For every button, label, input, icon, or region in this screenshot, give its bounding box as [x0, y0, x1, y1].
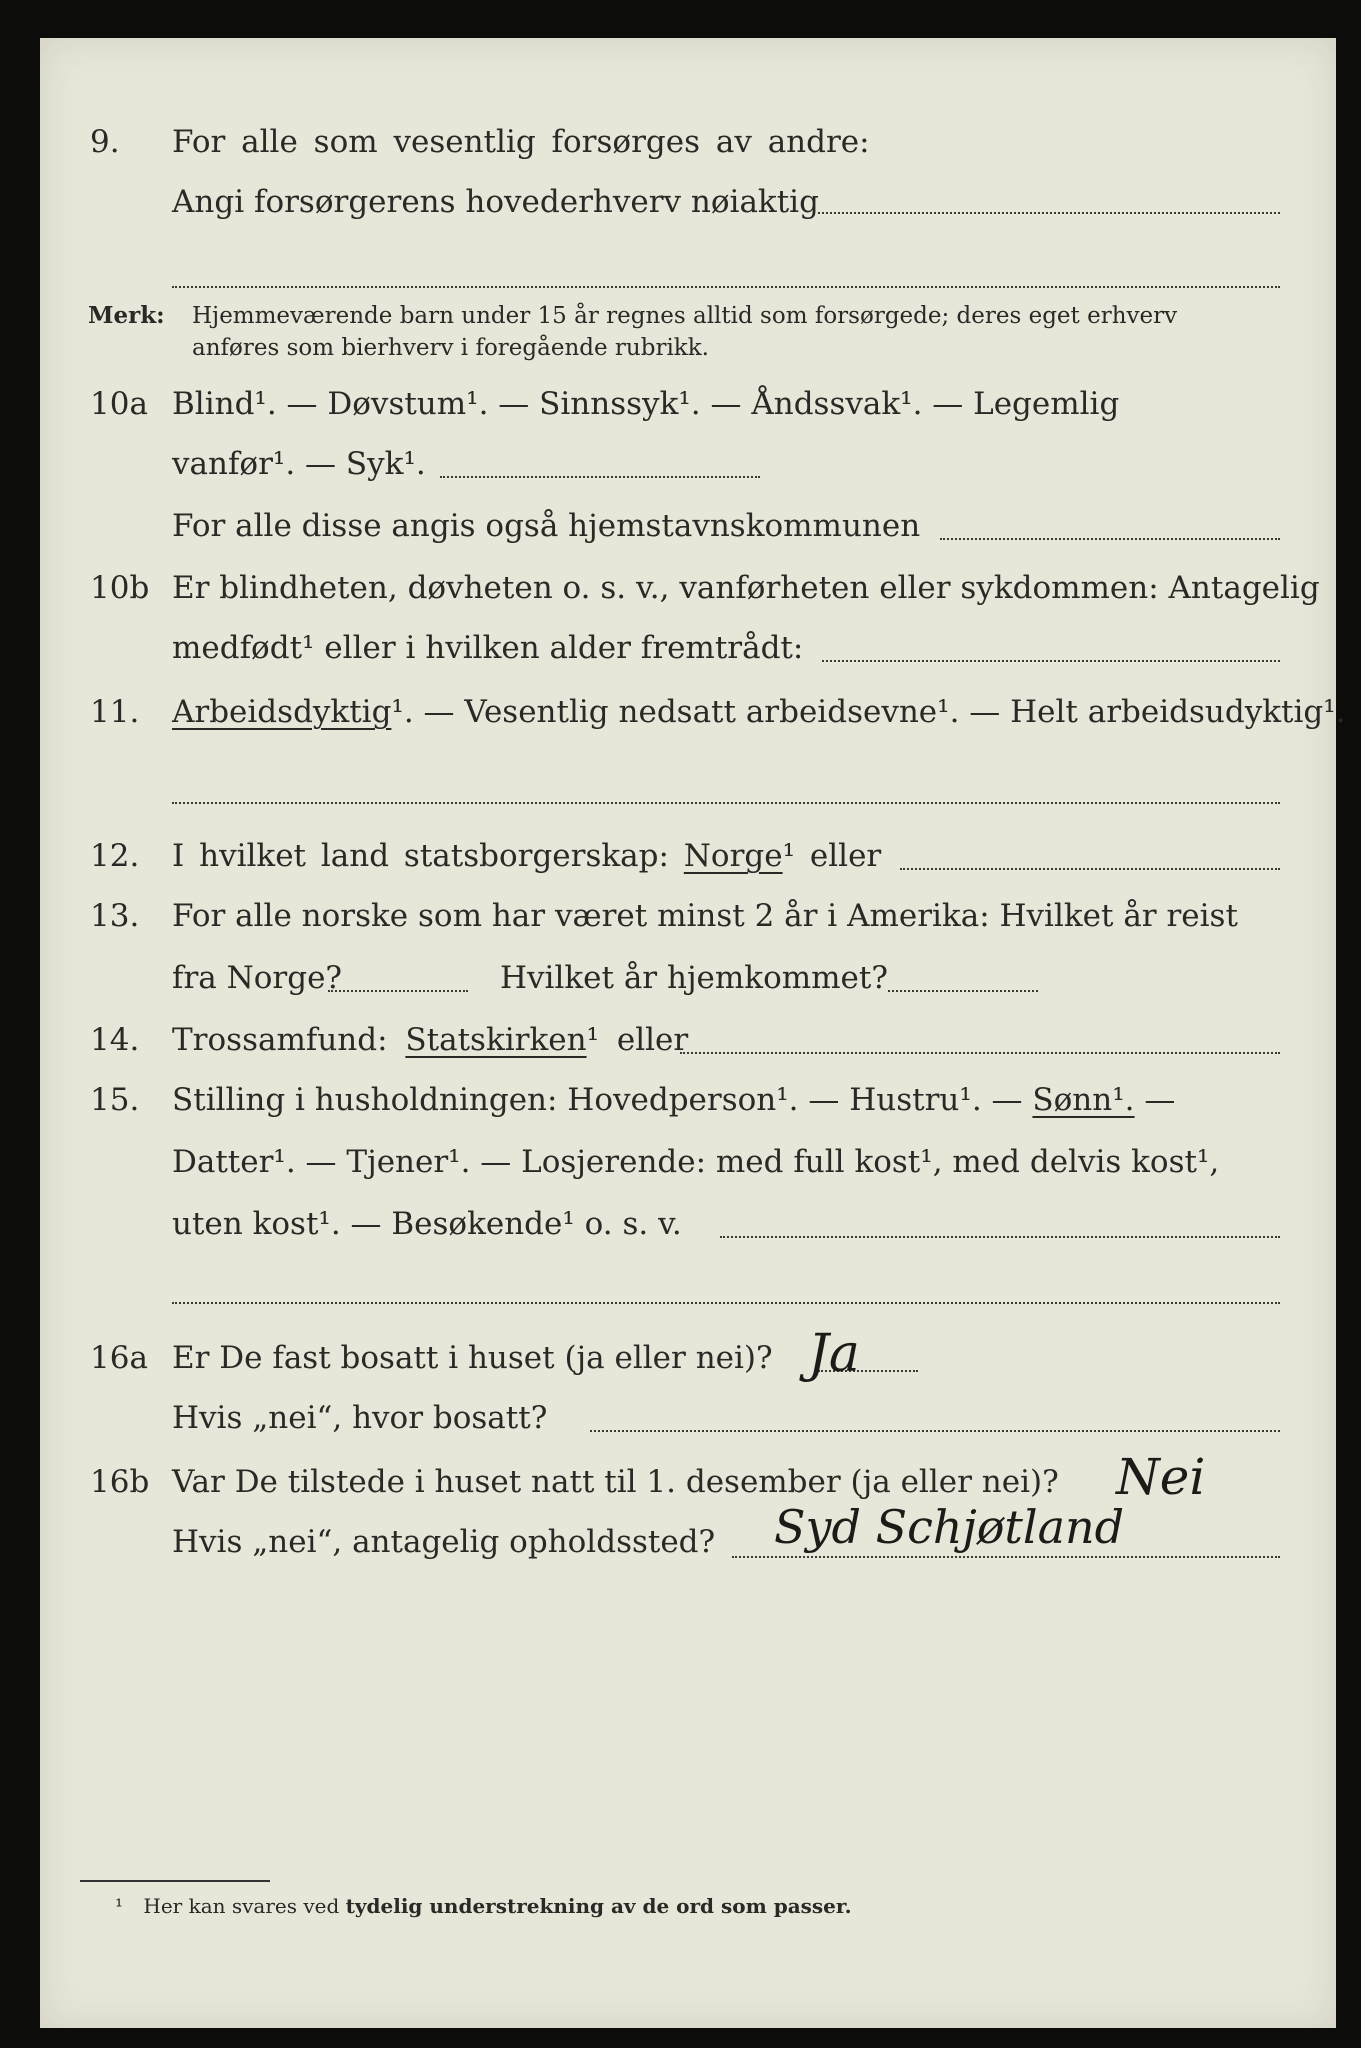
footnote-mark: ¹: [115, 1894, 124, 1918]
q16a-number: 16a: [90, 1340, 148, 1376]
q10a-text: Blind¹. — Døvstum¹. — Sinnssyk¹. — Åndssvak¹. — Legemlig: [172, 386, 1120, 422]
q14-answer-line[interactable]: [680, 1052, 1280, 1054]
q14-post: ¹ eller: [586, 1022, 689, 1058]
q9-number: 9.: [90, 124, 120, 160]
q15-option-underlined: Sønn¹.: [1032, 1082, 1135, 1118]
q13-left-line[interactable]: [328, 990, 468, 992]
q10a-text3: For alle disse angis også hjemstavnskommunen: [172, 508, 921, 544]
q16b-text2: Hvis „nei“, antagelig opholdssted?: [172, 1524, 716, 1560]
q9-text: For alle som vesentlig forsørges av andre:: [172, 124, 870, 160]
q15-answer-line2[interactable]: [172, 1302, 1280, 1304]
q11-number: 11.: [90, 694, 140, 730]
q12-option-underlined: Norge: [683, 838, 783, 874]
q11-rest: ¹. — Vesentlig nedsatt arbeidsevne¹. — Helt arbeidsudyktig¹.: [391, 694, 1346, 730]
q16a-location-line[interactable]: [590, 1430, 1280, 1432]
q9-text2: Angi forsørgerens hovederhverv nøiaktig: [172, 184, 819, 220]
q16b-handwritten-answer: Nei: [1116, 1448, 1206, 1506]
q11-answer-line[interactable]: [172, 802, 1280, 804]
q16a-handwritten-answer: Ja: [808, 1324, 860, 1384]
census-form-page: [40, 38, 1346, 2028]
q14-text: [172, 1020, 688, 1060]
q15-text3: uten kost¹. — Besøkende¹ o. s. v.: [172, 1206, 682, 1242]
footnote-rule: [80, 1880, 270, 1882]
q16b-text: Var De tilstede i huset natt til 1. desember (ja eller nei)?: [172, 1464, 1059, 1500]
q14-option-underlined: Statskirken: [405, 1022, 587, 1058]
q10a-answer-line[interactable]: [440, 476, 760, 478]
q12-number: 12.: [90, 838, 140, 874]
q10b-text2: medfødt¹ eller i hvilken alder fremtrådt:: [172, 630, 804, 666]
q12-post: ¹ eller: [782, 838, 882, 874]
q9-answer-line2[interactable]: [172, 286, 1280, 288]
q10a-hometown-line[interactable]: [940, 538, 1280, 540]
merk-line1: Hjemmeværende barn under 15 år regnes alltid som forsørgede; deres eget erhverv: [192, 303, 1178, 329]
q15-text2: Datter¹. — Tjener¹. — Losjerende: med full kost¹, med delvis kost¹,: [172, 1144, 1220, 1180]
q10b-answer-line[interactable]: [822, 660, 1280, 662]
q16a-text: Er De fast bosatt i huset (ja eller nei)?: [172, 1340, 773, 1376]
q12-question: I hvilket land statsborgerskap:: [172, 838, 669, 874]
footnote-text: Her kan svares ved: [143, 1894, 340, 1918]
q9-answer-line[interactable]: [818, 212, 1280, 214]
q10a-number: 10a: [90, 386, 148, 422]
q16b-location-line[interactable]: [732, 1556, 1280, 1558]
merk-line2: anføres som bierhverv i foregående rubrikk.: [192, 335, 709, 361]
q13-number: 13.: [90, 898, 140, 934]
q16a-text2: Hvis „nei“, hvor bosatt?: [172, 1400, 548, 1436]
q10a-text2: vanfør¹. — Syk¹.: [172, 446, 426, 482]
q11-text: [172, 692, 1346, 732]
q15-text-a: Stilling i husholdningen: Hovedperson¹. — Hustru¹. —: [172, 1082, 1023, 1118]
q13-text2b: Hvilket år hjemkommet?: [500, 960, 888, 996]
footnote: [115, 1892, 852, 1920]
q13-return-line[interactable]: [888, 990, 1038, 992]
q15-answer-line[interactable]: [720, 1236, 1280, 1238]
q15-text-b: —: [1144, 1082, 1176, 1118]
q15-number: 15.: [90, 1082, 140, 1118]
q12-answer-line[interactable]: [900, 868, 1280, 870]
q15-text: [172, 1080, 1175, 1120]
q14-question: Trossamfund:: [172, 1022, 388, 1058]
q10b-text: Er blindheten, døvheten o. s. v., vanførheten eller sykdommen: Antagelig: [172, 570, 1320, 606]
q13-text2: fra Norge?: [172, 960, 343, 996]
merk-label: Merk:: [88, 302, 165, 329]
q16b-handwritten-location: Syd Schjøtland: [774, 1500, 1125, 1554]
q16b-number: 16b: [90, 1464, 150, 1500]
q11-option-underlined: Arbeidsdyktig: [172, 694, 392, 730]
q13-text: For alle norske som har været minst 2 år i Amerika: Hvilket år reist: [172, 898, 1238, 934]
q10b-number: 10b: [90, 570, 150, 606]
q12-text: [172, 836, 881, 876]
footnote-bold-text: tydelig understrekning av de ord som passer.: [345, 1894, 852, 1918]
q14-number: 14.: [90, 1022, 140, 1058]
